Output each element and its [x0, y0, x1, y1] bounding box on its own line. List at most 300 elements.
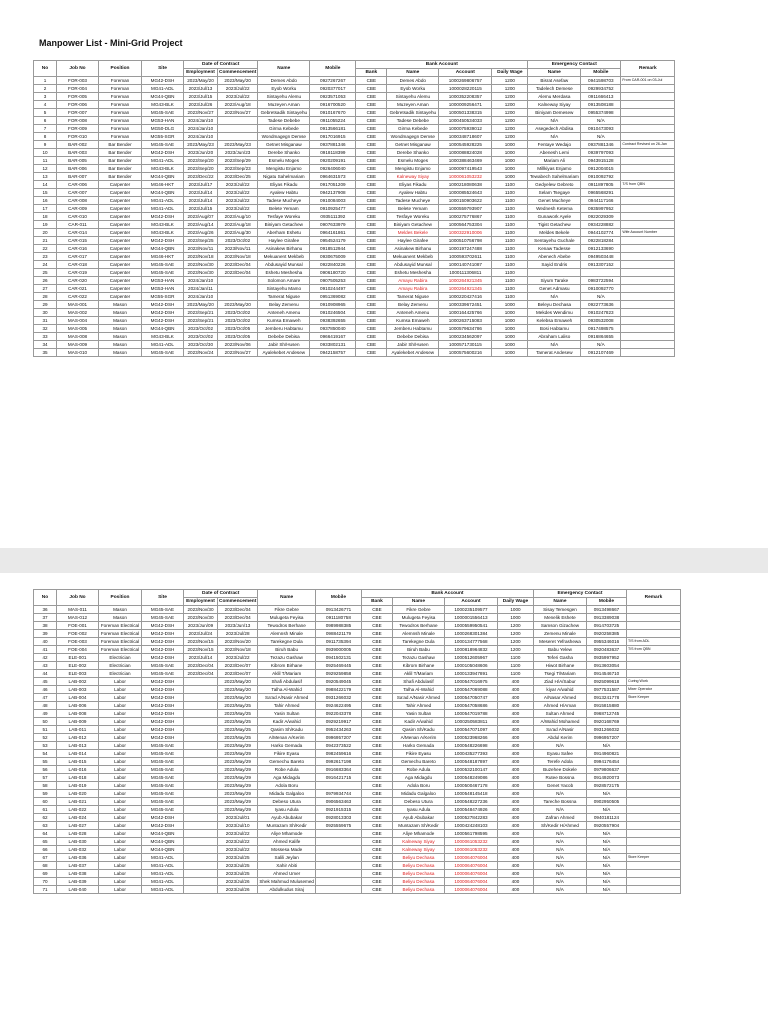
cell-job-no: LAB-006 — [57, 702, 99, 710]
cell-no: 66 — [34, 846, 57, 854]
cell-ec-mobile: 0910092792 — [581, 173, 621, 181]
cell-site: MG42-DSH — [142, 694, 184, 702]
cell-remark — [626, 886, 680, 894]
cell-position: Labor — [99, 838, 142, 846]
cell-remark — [626, 774, 680, 782]
cell-account-name: Qasim Sh/Kadu — [392, 726, 444, 734]
cell-job-no: CAR-022 — [57, 293, 99, 301]
cell-employment-date — [184, 694, 218, 702]
cell-no: 37 — [34, 614, 57, 622]
cell-account-name: Eyob Worku — [387, 85, 439, 93]
cell-job-no: MAS-004 — [57, 317, 99, 325]
cell-name: Kumsa Emaweh — [258, 317, 310, 325]
cell-ec-name: N/A — [533, 838, 586, 846]
cell-name: Tewodros Berhane — [258, 622, 316, 630]
table-row — [34, 173, 675, 181]
cell-position: Carpenter — [99, 237, 142, 245]
cell-employment-date — [184, 702, 218, 710]
cell-name: Qasim Sh/Kadu — [258, 726, 316, 734]
table-row — [34, 838, 681, 846]
table-row — [34, 670, 681, 678]
table-row — [34, 622, 681, 630]
cell-remark — [626, 814, 680, 822]
cell-employment-date: 2023/Jul/14 — [184, 654, 218, 662]
cell-daily-wage: 1000 — [492, 341, 528, 349]
cell-bank: CBE — [356, 85, 387, 93]
cell-account-number: 1000559793907 — [439, 205, 492, 213]
cell-ec-name: Fentaye Wedajo — [528, 141, 581, 149]
col-position-header: Position — [99, 61, 142, 77]
cell-mobile: 0954524179 — [310, 237, 356, 245]
col-account-name-header: Name — [387, 69, 439, 77]
cell-employment-date — [184, 870, 218, 878]
cell-commencement-date: 2023/May/29 — [218, 790, 258, 798]
cell-daily-wage: 1100 — [492, 181, 528, 189]
cell-remark — [621, 301, 675, 309]
cell-name: Tarekegne Dula — [258, 638, 316, 646]
cell-job-no: LAB-032 — [57, 846, 99, 854]
cell-position: Labor — [99, 886, 142, 894]
cell-no: 50 — [34, 718, 57, 726]
cell-mobile: 0979934744 — [315, 790, 361, 798]
cell-account-name: Jemberu Habtamu — [387, 325, 439, 333]
cell-commencement-date — [218, 293, 258, 301]
cell-daily-wage: 1100 — [492, 285, 528, 293]
cell-commencement-date: 2023/Aug/30 — [218, 229, 258, 237]
cell-ec-mobile: 0914960821 — [586, 750, 626, 758]
cell-account-number: 1000388463469 — [439, 157, 492, 165]
table-row — [34, 285, 675, 293]
table-row — [34, 774, 681, 782]
cell-account-name: Kibrom Birhane — [392, 662, 444, 670]
cell-site: MG42-DSH — [142, 317, 184, 325]
cell-bank: CBE — [356, 213, 387, 221]
cell-remark — [621, 341, 675, 349]
cell-commencement-date: 2023/May/29 — [218, 806, 258, 814]
cell-daily-wage: 1200 — [497, 646, 533, 654]
cell-mobile: 0910244497 — [310, 285, 356, 293]
cell-name: Sintayehu Mamo — [258, 285, 310, 293]
cell-name: Ahmed Umer — [258, 870, 316, 878]
cell-no: 24 — [34, 261, 57, 269]
cell-account-name: Ayalew Habtu — [387, 189, 439, 197]
cell-site: MG42-DSH — [142, 77, 184, 85]
cell-ec-name: N/A — [533, 830, 586, 838]
cell-site: MG42-DSH — [142, 702, 184, 710]
cell-account-name: Robe Adula — [392, 766, 444, 774]
cell-account-name: Midadu Galgaloo — [392, 790, 444, 798]
cell-daily-wage: 400 — [497, 878, 533, 886]
cell-daily-wage: 1100 — [492, 197, 528, 205]
cell-ec-name: Samson Gizachew — [533, 622, 586, 630]
cell-daily-wage: 400 — [497, 846, 533, 854]
cell-commencement-date: 2023/Sep/29 — [218, 157, 258, 165]
cell-ec-mobile: N/A — [581, 133, 621, 141]
cell-account-name: Wondmagegn Demse — [387, 133, 439, 141]
cell-employment-date: 2023/May/20 — [184, 301, 218, 309]
cell-employment-date: 2024/Jan/11 — [184, 285, 218, 293]
cell-job-no: CAR-006 — [57, 181, 99, 189]
cell-daily-wage: 1100 — [492, 189, 528, 197]
cell-name: Kadir A/wahid — [258, 718, 316, 726]
cell-position: Carpenter — [99, 285, 142, 293]
cell-mobile: 0924622495 — [315, 702, 361, 710]
cell-position: Labor — [99, 766, 142, 774]
cell-daily-wage: 1000 — [497, 614, 533, 622]
cell-name: Biruh Babu — [258, 646, 316, 654]
cell-account-name: Fikire Eyasu — [392, 750, 444, 758]
cell-site: MG41-ADL — [142, 85, 184, 93]
cell-name: Kibrom Birhane — [258, 662, 316, 670]
cell-account-number: 1000001556413 — [444, 614, 497, 622]
cell-commencement-date: 2023/May/29 — [218, 774, 258, 782]
cell-commencement-date: 2023/May/20 — [218, 77, 258, 85]
col-job-no-header: Job No — [57, 590, 99, 606]
col-name-header: Name — [258, 61, 310, 77]
cell-employment-date: 2023/Jul/17 — [184, 181, 218, 189]
cell-remark — [621, 109, 675, 117]
table-row — [34, 798, 681, 806]
cell-account-number: 1000250583811 — [444, 718, 497, 726]
cell-bank: CBE — [361, 830, 392, 838]
cell-job-no: MAS-012 — [57, 614, 99, 622]
cell-job-no: CAR-010 — [57, 213, 99, 221]
table-row — [34, 718, 681, 726]
cell-account-name: Sintayehu Alemu — [387, 93, 439, 101]
cell-ec-mobile: 0939797093 — [581, 149, 621, 157]
cell-ec-mobile: 0911897805 — [581, 181, 621, 189]
cell-mobile: 0911735394 — [315, 638, 361, 646]
cell-mobile — [315, 878, 361, 886]
cell-bank: CBE — [361, 702, 392, 710]
table-row — [34, 654, 681, 662]
cell-position: Mason — [99, 333, 142, 341]
cell-commencement-date: 2023/Jul/22 — [218, 197, 258, 205]
cell-bank: CBE — [356, 197, 387, 205]
cell-name: Abdulkudus Siraj — [258, 886, 316, 894]
table-row — [34, 181, 675, 189]
cell-remark — [626, 766, 680, 774]
cell-commencement-date: 2023/Oct/02 — [218, 237, 258, 245]
cell-ec-mobile: 0928572175 — [586, 782, 626, 790]
cell-bank: CBE — [361, 822, 392, 830]
cell-ec-name: Abdul Kerim — [533, 734, 586, 742]
cell-no: 11 — [34, 157, 57, 165]
table-row — [34, 301, 675, 309]
cell-account-number: 1000064076004 — [444, 886, 497, 894]
table-row — [34, 189, 675, 197]
cell-ec-name: Gedyelew Gebreto — [528, 181, 581, 189]
table-row — [34, 157, 675, 165]
cell-commencement-date: 2023/Nov/27 — [218, 109, 258, 117]
col-commencement-header: Commencement — [219, 70, 257, 75]
cell-daily-wage: 1200 — [492, 117, 528, 125]
table-row — [34, 726, 681, 734]
cell-account-number: 1000097419543 — [439, 165, 492, 173]
cell-ec-name: Bosi Habtamu — [528, 325, 581, 333]
cell-bank: CBE — [361, 814, 392, 822]
cell-account-name: Sa'ad A/Nasir Ahmed — [392, 694, 444, 702]
cell-ec-name: N/A — [533, 790, 586, 798]
cell-account-name: Yasin Sultan — [392, 710, 444, 718]
cell-name: Belete Yemam — [258, 205, 310, 213]
cell-position: Mason — [99, 301, 142, 309]
col-remark-header: Remark — [621, 61, 675, 77]
cell-remark — [621, 205, 675, 213]
cell-ec-mobile: 0929934752 — [581, 85, 621, 93]
col-daily-wage-header: Daily Wage — [497, 598, 533, 606]
cell-daily-wage: 1200 — [497, 630, 533, 638]
cell-mobile: 0917051209 — [310, 181, 356, 189]
cell-account-name: Gemechu Bareto — [392, 758, 444, 766]
cell-daily-wage: 400 — [497, 758, 533, 766]
cell-position: Labor — [99, 702, 142, 710]
cell-site: MG41-ADL — [142, 862, 184, 870]
cell-account-name: Debeso Utura — [392, 798, 444, 806]
cell-account-number: 1000547069088 — [444, 686, 497, 694]
col-no-header: No — [34, 590, 57, 606]
cell-ec-mobile: 0913508188 — [581, 101, 621, 109]
cell-remark: T/S from ADL — [626, 638, 680, 646]
col-name-header: Name — [258, 590, 316, 606]
cell-no: 55 — [34, 758, 57, 766]
table-row — [34, 694, 681, 702]
cell-bank: CBE — [356, 157, 387, 165]
cell-account-name: Beliyu Dechasa — [392, 878, 444, 886]
cell-site: MG44-QBN — [142, 325, 184, 333]
cell-daily-wage: 400 — [497, 822, 533, 830]
cell-account-name: Beliyu Dechasa — [392, 862, 444, 870]
cell-name: Muntazam Sh/Kedir — [258, 822, 316, 830]
cell-account-number: 1000105048606 — [444, 662, 497, 670]
cell-mobile: 0920209191 — [310, 157, 356, 165]
cell-name: Gebretsadik Sintayehu — [258, 109, 310, 117]
cell-remark — [621, 213, 675, 221]
table-row — [34, 221, 675, 229]
cell-name: Solomon Amare — [258, 277, 310, 285]
cell-mobile: 0925559675 — [315, 822, 361, 830]
cell-account-name: Kumsa Emaweh — [387, 317, 439, 325]
cell-ec-mobile: 0940181124 — [586, 814, 626, 822]
cell-mobile: 0935111392 — [310, 213, 356, 221]
cell-site: MG44-QBN — [142, 245, 184, 253]
cell-mobile: 0916700520 — [310, 101, 356, 109]
cell-account-number: 1000263715083 — [439, 317, 492, 325]
cell-remark — [621, 173, 675, 181]
cell-account-name: Demes Abdo — [387, 77, 439, 85]
cell-job-no: LAB-021 — [57, 798, 99, 806]
cell-account-number: 1000548226698 — [444, 742, 497, 750]
cell-ec-mobile: 0979806637 — [586, 766, 626, 774]
cell-job-no: MAS-002 — [57, 309, 99, 317]
cell-job-no: CAR-019 — [57, 269, 99, 277]
cell-account-name: Beliyu Dechasa — [392, 854, 444, 862]
cell-name: Talha Al-Wahid — [258, 686, 316, 694]
cell-ec-name: Abraham Laliso — [528, 333, 581, 341]
cell-account-name: Tadese Debebe — [387, 117, 439, 125]
cell-employment-date — [184, 806, 218, 814]
cell-no: 19 — [34, 221, 57, 229]
cell-remark — [621, 157, 675, 165]
cell-job-no: LAB-022 — [57, 806, 99, 814]
cell-commencement-date: 2023/Jul/01 — [218, 814, 258, 822]
cell-bank: CBE — [361, 766, 392, 774]
cell-remark — [621, 197, 675, 205]
cell-no: 30 — [34, 309, 57, 317]
cell-commencement-date: 2023/Jul/22 — [218, 205, 258, 213]
cell-mobile: 0906180720 — [310, 269, 356, 277]
cell-account-name: Aga Midagdu — [392, 774, 444, 782]
cell-mobile: 0989988385 — [315, 622, 361, 630]
table-row — [34, 638, 681, 646]
cell-job-no: FOE-002 — [57, 630, 99, 638]
cell-bank: CBE — [361, 798, 392, 806]
cell-ec-name: A/Nasar Ahmed — [533, 694, 586, 702]
cell-remark — [626, 702, 680, 710]
cell-ec-name: Teferi Gasha — [533, 654, 586, 662]
cell-commencement-date: 2023/Dec/25 — [218, 173, 258, 181]
cell-name: Aga Midagdu — [258, 774, 316, 782]
cell-mobile: 0964631573 — [310, 173, 356, 181]
cell-no: 68 — [34, 862, 57, 870]
cell-daily-wage: 1200 — [492, 101, 528, 109]
cell-name: Anteneh Amenu — [258, 309, 310, 317]
cell-ec-mobile: 0996957207 — [586, 734, 626, 742]
cell-ec-name: Zafran Ahmed — [533, 814, 586, 822]
cell-remark — [626, 614, 680, 622]
table-body-page-1 — [34, 77, 675, 357]
cell-daily-wage: 1200 — [492, 109, 528, 117]
cell-remark — [621, 149, 675, 157]
cell-no: 42 — [34, 654, 57, 662]
cell-name: Asinakew Birhanu — [258, 245, 310, 253]
cell-ec-name: Sultan Ahmed — [533, 710, 586, 718]
cell-commencement-date: 2023/Dec/07 — [218, 662, 258, 670]
cell-name: Mekuanent Mekbeb — [258, 253, 310, 261]
cell-site: MG46-HKT — [142, 253, 184, 261]
cell-remark: From CAR-001 on 03-Jul — [621, 77, 675, 85]
cell-bank: CBE — [361, 654, 392, 662]
cell-account-name: Iyasu Adula — [392, 806, 444, 814]
cell-account-name: Biruh Babu — [392, 646, 444, 654]
cell-no: 71 — [34, 886, 57, 894]
cell-no: 64 — [34, 830, 57, 838]
cell-bank: CBE — [361, 646, 392, 654]
cell-account-name: Alemnsh Minale — [392, 630, 444, 638]
cell-site: MG55-SGR — [142, 293, 184, 301]
cell-employment-date: 2023/Nov/30 — [184, 261, 218, 269]
cell-no: 62 — [34, 814, 57, 822]
cell-name: Tadese Debebe — [258, 117, 310, 125]
cell-ec-name: Tadelech Demese — [528, 85, 581, 93]
cell-ec-mobile: N/A — [581, 341, 621, 349]
cell-account-name: Eshetu Meshesha — [387, 269, 439, 277]
cell-job-no: LAB-038 — [57, 870, 99, 878]
cell-ec-mobile: 0913389038 — [586, 614, 626, 622]
cell-mobile: 0929219917 — [315, 718, 361, 726]
cell-daily-wage: 1100 — [492, 229, 528, 237]
col-bank-header: Bank — [356, 69, 387, 77]
cell-name: Tahir Ahmed — [258, 702, 316, 710]
cell-account-number: 1000164425766 — [439, 309, 492, 317]
cell-no: 33 — [34, 333, 57, 341]
cell-employment-date: 2023/Nov/27 — [184, 109, 218, 117]
cell-ec-mobile: N/A — [586, 806, 626, 814]
cell-remark — [621, 261, 675, 269]
document-title: Manpower List - Mini-Grid Project — [39, 38, 183, 48]
cell-commencement-date: 2023/Nov/11 — [218, 245, 258, 253]
cell-employment-date — [184, 830, 218, 838]
cell-mobile: 0952434263 — [315, 726, 361, 734]
cell-account-name: Tahir Ahmed — [392, 702, 444, 710]
cell-name: Debebe Debisa — [258, 333, 310, 341]
cell-position: Labor — [99, 870, 142, 878]
cell-mobile — [315, 886, 361, 894]
table-row — [34, 333, 675, 341]
cell-mobile: 0910084003 — [310, 197, 356, 205]
cell-ec-mobile: 0922029309 — [581, 213, 621, 221]
table-row — [34, 710, 681, 718]
cell-remark — [621, 117, 675, 125]
cell-remark — [621, 221, 675, 229]
cell-ec-name: Terefe Adola — [533, 758, 586, 766]
cell-no: 28 — [34, 293, 57, 301]
cell-ec-name: N/A — [533, 878, 586, 886]
table-row — [34, 77, 675, 85]
table-row — [34, 237, 675, 245]
cell-job-no: LAB-014 — [57, 750, 99, 758]
cell-mobile: 0942158757 — [310, 349, 356, 357]
table-row — [34, 125, 675, 133]
cell-remark — [621, 285, 675, 293]
cell-ec-mobile: N/A — [586, 846, 626, 854]
cell-remark — [626, 726, 680, 734]
cell-account-number: 1000197247488 — [439, 245, 492, 253]
cell-job-no: LAB-002 — [57, 678, 99, 686]
cell-commencement-date: 2023/Jul/22 — [218, 654, 258, 662]
cell-employment-date: 2023/Sep/20 — [184, 157, 218, 165]
cell-daily-wage: 1200 — [492, 133, 528, 141]
cell-ec-name: Tewabech Sahelmariam — [529, 174, 579, 179]
cell-ec-name: Mariam Ali — [528, 157, 581, 165]
cell-mobile: 0996957207 — [315, 734, 361, 742]
cell-account-name: Tarekegne Dula — [392, 638, 444, 646]
cell-bank: CBE — [356, 261, 387, 269]
cell-commencement-date: 2023/May/25 — [218, 710, 258, 718]
cell-job-no: FOE-004 — [57, 646, 99, 654]
cell-account-name: Shafi Abdulasif — [392, 678, 444, 686]
cell-ec-mobile — [581, 269, 621, 277]
table-row — [34, 750, 681, 758]
cell-commencement-date: 2023/Jul/26 — [218, 886, 258, 894]
cell-remark — [621, 245, 675, 253]
cell-commencement-date: 2023/Oct/05 — [218, 325, 258, 333]
cell-site: MG45-SAE — [142, 798, 184, 806]
table-row — [34, 790, 681, 798]
cell-account-name: Tezazu Gashaw — [392, 654, 444, 662]
table-row — [34, 846, 681, 854]
cell-commencement-date: 2023/Dec/04 — [218, 606, 258, 614]
cell-job-no: CAR-008 — [57, 197, 99, 205]
cell-daily-wage: 400 — [497, 862, 533, 870]
cell-account-name: Ayub Abubakar — [392, 814, 444, 822]
cell-site: MG41-ADL — [142, 870, 184, 878]
cell-no: 48 — [34, 702, 57, 710]
cell-commencement-date: 2023/Nov/20 — [218, 638, 258, 646]
cell-name: Yasin Sultan — [258, 710, 316, 718]
cell-no: 13 — [34, 173, 57, 181]
cell-account-number: 1000579634786 — [439, 325, 492, 333]
